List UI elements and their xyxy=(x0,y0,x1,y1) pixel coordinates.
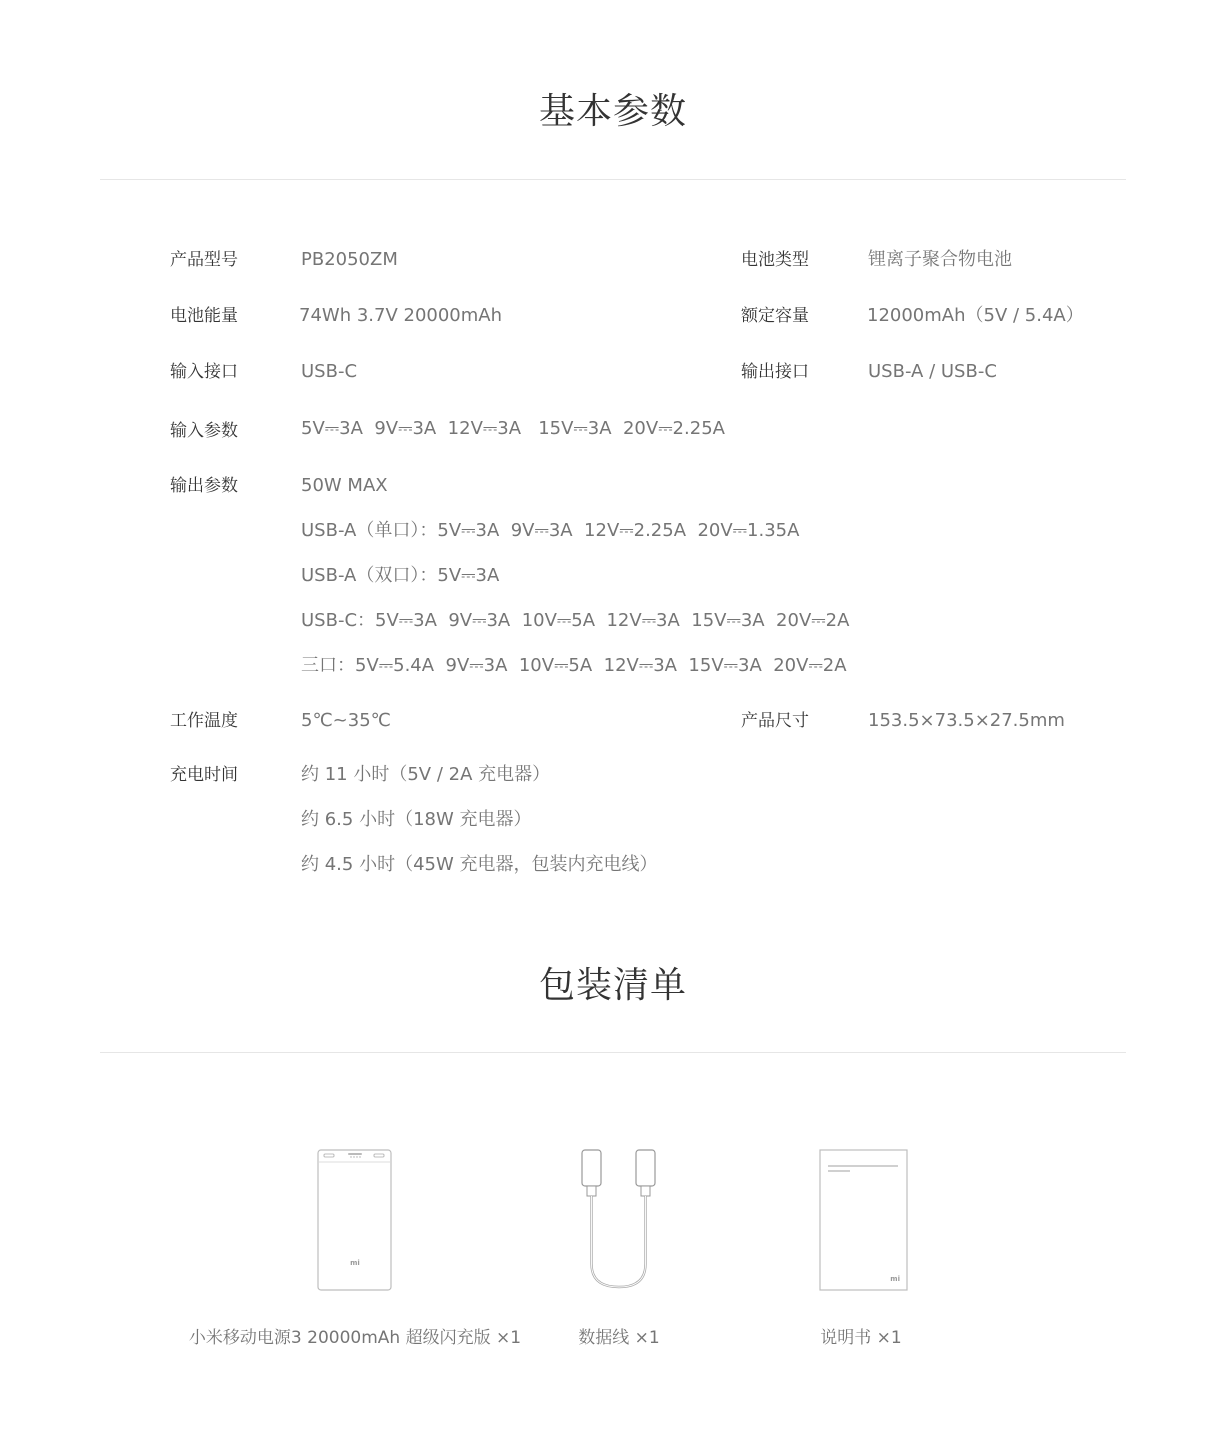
package-item-caption-cable: 数据线 ×1 xyxy=(578,1328,660,1348)
spec-value-input-params: 5V⎓3A 9V⎓3A 12V⎓3A 15V⎓3A 20V⎓2.25A xyxy=(301,418,725,439)
spec-value-work-temp: 5℃~35℃ xyxy=(301,710,391,731)
spec-value-output-line: USB-A（双口）：5V⎓3A xyxy=(301,565,500,586)
spec-label-dimensions: 产品尺寸 xyxy=(741,711,809,731)
spec-value-charge-line: 约 11 小时（5V / 2A 充电器） xyxy=(301,764,551,785)
power-bank-icon xyxy=(316,1148,394,1293)
package-title: 包装清单 xyxy=(538,965,687,1006)
spec-label-charge-time: 充电时间 xyxy=(170,765,238,785)
spec-value-charge-line: 约 4.5 小时（45W 充电器，包装内充电线） xyxy=(301,854,658,875)
spec-label-battery-type: 电池类型 xyxy=(741,250,809,270)
spec-value-output-port: USB-A / USB-C xyxy=(868,361,997,382)
spec-label-input-port: 输入接口 xyxy=(170,362,238,382)
spec-label-work-temp: 工作温度 xyxy=(170,711,238,731)
package-item-caption-manual: 说明书 ×1 xyxy=(820,1328,902,1348)
manual-icon xyxy=(818,1148,910,1293)
package-item-caption-power-bank: 小米移动电源3 20000mAh 超级闪充版 ×1 xyxy=(188,1328,522,1348)
mi-logo-icon: mi xyxy=(350,1259,360,1267)
specs-title: 基本参数 xyxy=(538,91,687,132)
mi-logo-icon: mi xyxy=(890,1275,900,1283)
spec-value-rated-capacity: 12000mAh（5V / 5.4A） xyxy=(867,305,1084,326)
spec-label-output-params: 输出参数 xyxy=(170,476,238,496)
spec-value-output-line: USB-A（单口）：5V⎓3A 9V⎓3A 12V⎓2.25A 20V⎓1.35A xyxy=(301,520,800,541)
spec-label-battery-energy: 电池能量 xyxy=(170,306,238,326)
spec-value-charge-line: 约 6.5 小时（18W 充电器） xyxy=(301,809,532,830)
spec-value-output-line: 50W MAX xyxy=(301,475,388,496)
spec-label-input-params: 输入参数 xyxy=(170,421,238,441)
spec-value-model: PB2050ZM xyxy=(301,249,398,270)
spec-value-output-line: USB-C：5V⎓3A 9V⎓3A 10V⎓5A 12V⎓3A 15V⎓3A 20V⎓2A xyxy=(301,610,850,631)
package-divider xyxy=(100,1052,1126,1053)
spec-value-battery-type: 锂离子聚合物电池 xyxy=(868,249,1012,270)
spec-label-output-port: 输出接口 xyxy=(741,362,809,382)
spec-value-output-line: 三口：5V⎓5.4A 9V⎓3A 10V⎓5A 12V⎓3A 15V⎓3A 20V⎓2A xyxy=(301,655,847,676)
specs-divider xyxy=(100,179,1126,180)
spec-value-battery-energy: 74Wh 3.7V 20000mAh xyxy=(299,305,503,326)
spec-value-dimensions: 153.5×73.5×27.5mm xyxy=(868,710,1065,731)
spec-label-rated-capacity: 额定容量 xyxy=(741,306,809,326)
spec-label-model: 产品型号 xyxy=(170,250,238,270)
usb-cable-icon xyxy=(578,1146,660,1294)
spec-value-input-port: USB-C xyxy=(301,361,358,382)
